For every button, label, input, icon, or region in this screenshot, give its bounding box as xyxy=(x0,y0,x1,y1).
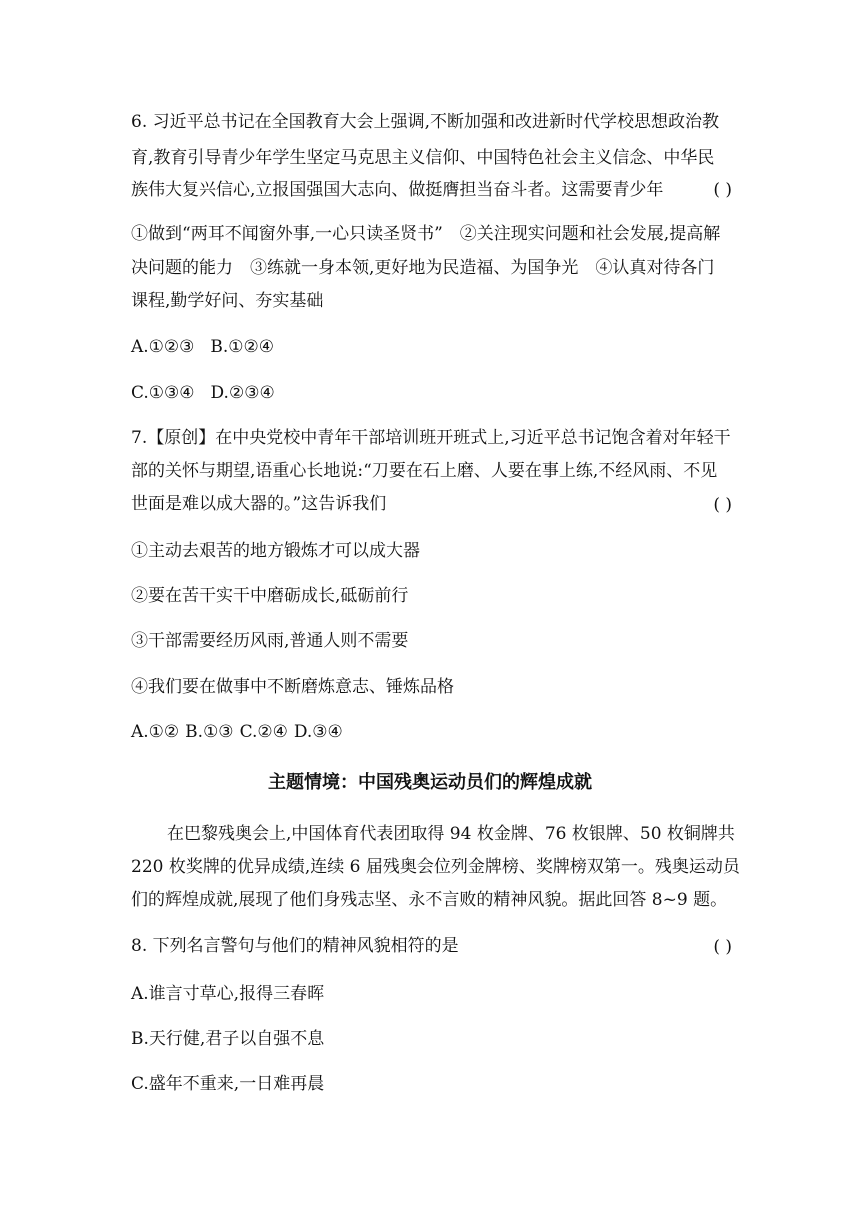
q7-answer-mark: ( ) xyxy=(713,495,732,515)
q7-stem-line-2: 部的关怀与期望,语重心长地说:“刀要在石上磨、人要在事上练,不经风雨、不见 xyxy=(131,461,718,481)
q8-answer-mark: ( ) xyxy=(713,937,732,957)
q6-options-row-2 xyxy=(131,382,731,404)
q6-statement-line-3: 课程,勤学好问、夯实基础 xyxy=(131,291,324,311)
q7-option-a[interactable]: A.①② xyxy=(131,722,180,742)
q8-option-a[interactable]: A.谁言寸草心,报得三春晖 xyxy=(131,984,325,1004)
q6-option-d[interactable]: D.②③④ xyxy=(210,383,275,403)
q6-option-b[interactable]: B.①②④ xyxy=(210,337,275,357)
q6-stem-line-3: 族伟大复兴信心,立报国强国大志向、做挺膺担当奋斗者。这需要青少年 xyxy=(131,180,664,200)
q6-stem-line-1: 6. 习近平总书记在全国教育大会上强调,不断加强和改进新时代学校思想政治教 xyxy=(131,112,720,132)
theme-paragraph-line-3: 们的辉煌成就,展现了他们身残志坚、永不言败的精神风貌。据此回答 8~9 题。 xyxy=(131,890,728,910)
q6-option-c[interactable]: C.①③④ xyxy=(131,383,195,403)
q6-stem-line-2: 育,教育引导青少年学生坚定马克思主义信仰、中国特色社会主义信念、中华民 xyxy=(131,148,715,168)
q7-option-d[interactable]: D.③④ xyxy=(293,722,343,742)
q7-statement-4: ④我们要在做事中不断磨炼意志、锤炼品格 xyxy=(131,677,454,697)
q7-option-b[interactable]: B.①③ xyxy=(185,722,234,742)
q7-statement-3: ③干部需要经历风雨,普通人则不需要 xyxy=(131,631,409,651)
q7-stem-line-3: 世面是难以成大器的。”这告诉我们 xyxy=(131,494,387,514)
q8-stem: 8. 下列名言警句与他们的精神风貌相符的是 xyxy=(131,936,459,956)
q8-option-c[interactable]: C.盛年不重来,一日难再晨 xyxy=(131,1074,325,1094)
q6-statement-line-1: ①做到“两耳不闻窗外事,一心只读圣贤书” ②关注现实问题和社会发展,提高解 xyxy=(131,224,721,244)
q7-statement-1: ①主动去艰苦的地方锻炼才可以成大器 xyxy=(131,541,420,561)
q8-option-b[interactable]: B.天行健,君子以自强不息 xyxy=(131,1029,325,1049)
theme-paragraph-line-2: 220 枚奖牌的优异成绩,连续 6 届残奥会位列金牌榜、奖牌榜双第一。残奥运动员 xyxy=(131,857,740,877)
theme-paragraph-line-1: 在巴黎残奥会上,中国体育代表团取得 94 枚金牌、76 枚银牌、50 枚铜牌共 xyxy=(167,824,735,844)
q7-stem-line-1: 7.【原创】在中央党校中青年干部培训班开班式上,习近平总书记饱含着对年轻干 xyxy=(131,428,731,448)
q7-options-row xyxy=(131,721,731,743)
q7-option-c[interactable]: C.②④ xyxy=(239,722,288,742)
q7-statement-2: ②要在苦干实干中磨砺成长,砥砺前行 xyxy=(131,586,409,606)
q6-options-row-1 xyxy=(131,336,731,358)
q6-answer-mark: ( ) xyxy=(713,180,732,200)
q6-statement-line-2: 决问题的能力 ③练就一身本领,更好地为民造福、为国争光 ④认真对待各门 xyxy=(131,258,715,278)
theme-heading: 主题情境：中国残奥运动员们的辉煌成就 xyxy=(268,772,592,793)
q6-option-a[interactable]: A.①②③ xyxy=(131,337,195,357)
